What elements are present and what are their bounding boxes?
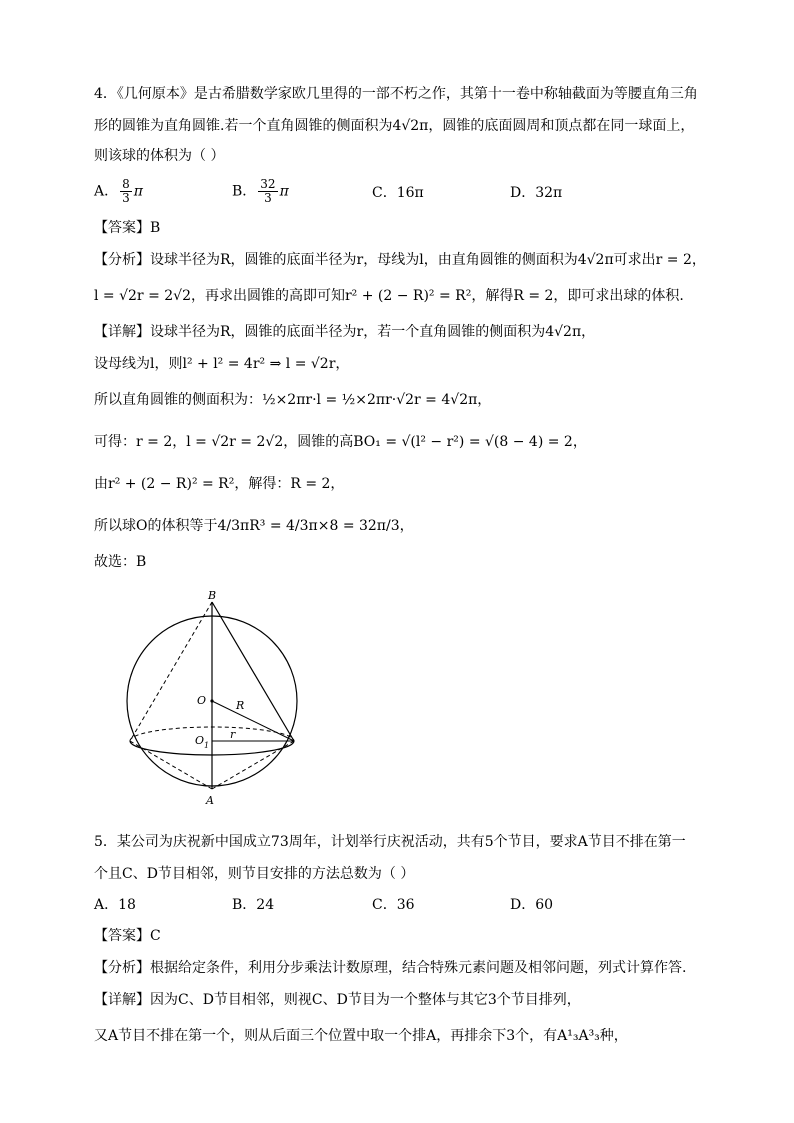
q5-detail-text-1: 因为C、D节目相邻，则视C、D节目为一个整体与其它3个节目排列， xyxy=(150,992,581,1008)
q4-stem-line-2: 形的圆锥为直角圆锥.若一个直角圆锥的侧面积为4√2π，圆锥的底面圆周和顶点都在同一球面上， xyxy=(94,118,695,134)
q4-answer-line xyxy=(94,218,160,238)
q4-option-b-label: B． xyxy=(232,183,257,200)
q4-option-a xyxy=(94,178,143,205)
q4-choice-line: 故选：B xyxy=(94,554,147,570)
q5-answer-tag: 【答案】 xyxy=(94,928,150,944)
q4-analysis-line-2: l = √2r = 2√2，再求出圆锥的高即可知r² + (2 − R)² = R²，解得R = 2，即可求出球的体积. xyxy=(94,288,684,304)
q4-option-a-label: A． xyxy=(94,183,119,200)
q4-analysis-tag: 【分析】 xyxy=(94,252,150,268)
cone-left-generatrix xyxy=(130,602,212,741)
q5-answer: C xyxy=(150,928,161,944)
q5-detail-line-1 xyxy=(94,990,581,1010)
q4-analysis-text-1: 设球半径为R，圆锥的底面半径为r，母线为l，由直角圆锥的侧面积为4√2π可求出r = 2， xyxy=(150,252,706,268)
q4-detail-line-2: 设母线为l，则l² + l² = 4r² ⇒ l = √2r， xyxy=(94,356,350,372)
q5-option-c: C．36 xyxy=(372,897,415,913)
q4-option-a-num: 8 xyxy=(122,177,130,191)
q5-option-d: D．60 xyxy=(510,897,554,913)
q4-option-a-fraction xyxy=(120,178,132,205)
q4-stem-line-3: 则该球的体积为（ ） xyxy=(94,148,225,164)
q4-detail-line-1 xyxy=(94,322,595,342)
q4-detail-line-3: 所以直角圆锥的侧面积为：½×2πr·l = ½×2πr·√2r = 4√2π， xyxy=(94,392,492,408)
q5-analysis-line-1 xyxy=(94,958,686,978)
q4-option-b-den: 3 xyxy=(264,191,272,205)
q4-option-b xyxy=(232,178,289,205)
lower-right-generatrix xyxy=(212,741,294,789)
label-small-r: r xyxy=(230,728,236,741)
q4-analysis-line-1 xyxy=(94,250,706,270)
sphere-cone-figure xyxy=(110,588,310,810)
q4-option-b-fraction xyxy=(258,178,277,205)
q4-option-a-suffix: π xyxy=(133,183,143,200)
q5-stem-line-2: 个且C、D节目相邻，则节目安排的方法总数为（ ） xyxy=(94,866,415,882)
label-a: A xyxy=(206,794,214,807)
q5-detail-line-2: 又A节目不排在第一个，则从后面三个位置中取一个排A，再排余下3个，有A¹₃A³₃种， xyxy=(94,1028,628,1044)
q4-option-b-num: 32 xyxy=(260,177,276,191)
label-b: B xyxy=(208,589,217,602)
label-o1: O xyxy=(195,734,205,747)
q5-analysis-text-1: 根据给定条件，利用分步乘法计数原理，结合特殊元素问题及相邻问题，列式计算作答. xyxy=(150,960,687,976)
q4-detail-text-1: 设球半径为R，圆锥的底面半径为r，若一个直角圆锥的侧面积为4√2π， xyxy=(150,324,596,340)
q4-detail-line-4: 可得：r = 2，l = √2r = 2√2，圆锥的高BO₁ = √(l² − r²) = √(8 − 4) = 2， xyxy=(94,434,587,450)
q4-option-c: C．16π xyxy=(372,185,424,201)
q5-option-b: B．24 xyxy=(232,897,275,913)
q4-detail-line-6: 所以球O的体积等于4/3πR³ = 4/3π×8 = 32π/3， xyxy=(94,518,414,534)
q4-answer-tag: 【答案】 xyxy=(94,220,150,236)
q5-stem-line-1: 5．某公司为庆祝新中国成立73周年，计划举行庆祝活动，共有5个节目，要求A节目不排在第一 xyxy=(94,834,686,850)
q5-detail-tag: 【详解】 xyxy=(94,992,150,1008)
label-o1-subscript: 1 xyxy=(204,741,210,750)
cone-right-generatrix xyxy=(212,602,294,741)
q4-option-a-den: 3 xyxy=(122,191,130,205)
q4-option-d: D．32π xyxy=(510,185,563,201)
q5-answer-line xyxy=(94,926,161,946)
label-big-r: R xyxy=(236,699,245,712)
label-o: O xyxy=(197,694,207,707)
q4-answer: B xyxy=(150,220,161,236)
center-o-dot xyxy=(210,699,213,702)
q4-detail-line-5: 由r² + (2 − R)² = R²，解得：R = 2， xyxy=(94,476,345,492)
q5-option-a: A．18 xyxy=(94,897,136,913)
lower-left-generatrix xyxy=(130,741,212,789)
q4-stem-line-1: 4．《几何原本》是古希腊数学家欧几里得的一部不朽之作，其第十一卷中称轴截面为等腰直角三角 xyxy=(94,86,698,102)
q4-option-b-suffix: π xyxy=(279,183,289,200)
q4-detail-tag: 【详解】 xyxy=(94,324,150,340)
q5-analysis-tag: 【分析】 xyxy=(94,960,150,976)
